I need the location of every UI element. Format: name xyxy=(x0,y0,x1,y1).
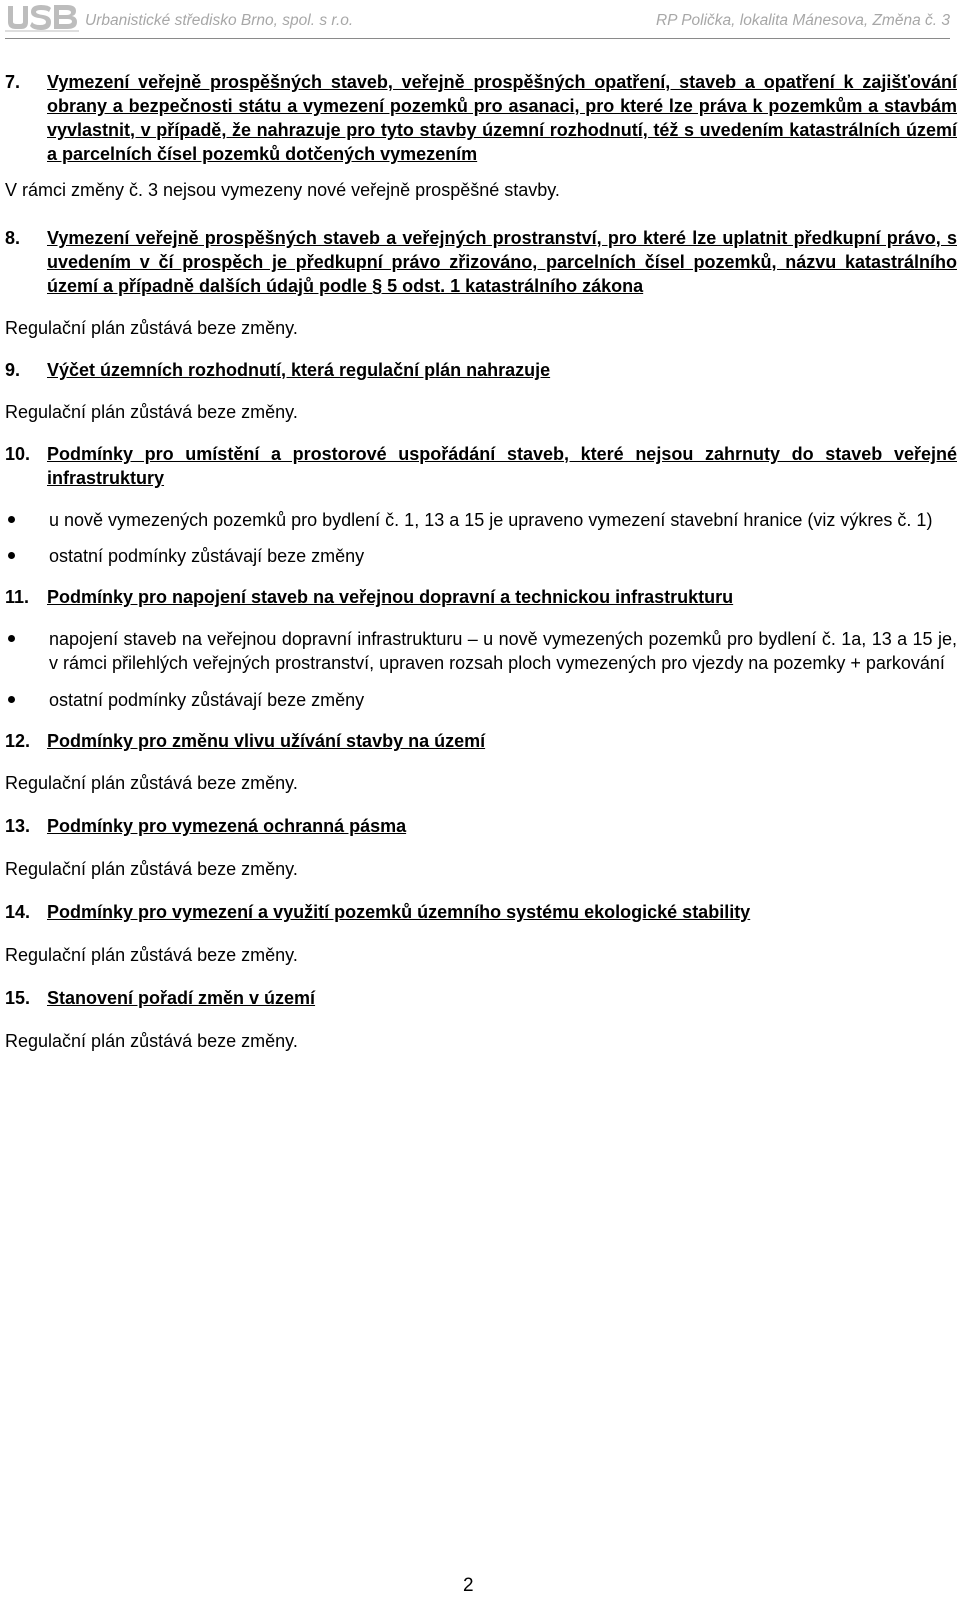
section-title-part-2: 5 odst. 1 katastrálního zákona xyxy=(382,276,644,296)
section-number: 15. xyxy=(5,988,31,1008)
page-header xyxy=(5,0,950,35)
section-9-heading xyxy=(5,358,957,382)
section-number: 14. xyxy=(5,902,31,922)
list-item: u nově vymezených pozemků pro bydlení č. 1, 13 a 15 je upraveno vymezení stavební hranice (viz výkres č. 1) xyxy=(5,508,957,532)
list-item: napojení staveb na veřejnou dopravní infrastrukturu – u nově vymezených pozemků pro bydlení č. 1a, 13 a 15 je, v rámci přilehlých veřejných prostranství, upraven rozsah ploch vymezených pro vjezdy na pozemky + parkování xyxy=(5,627,957,675)
section-14-heading xyxy=(5,900,957,924)
section-number: 7. xyxy=(5,72,21,92)
page-number: 2 xyxy=(463,1575,474,1596)
section-12-heading xyxy=(5,729,957,753)
section-13-heading xyxy=(5,814,957,838)
section-7-text: V rámci změny č. 3 nejsou vymezeny nové veřejně prospěšné stavby. xyxy=(5,180,560,200)
list-item: ostatní podmínky zůstávají beze změny xyxy=(5,544,957,568)
section-number: 9. xyxy=(5,360,21,380)
section-8-text: Regulační plán zůstává beze změny. xyxy=(5,318,298,338)
section-9-text: Regulační plán zůstává beze změny. xyxy=(5,402,298,422)
section-15-text: Regulační plán zůstává beze změny. xyxy=(5,1031,298,1051)
document-body xyxy=(5,70,957,1053)
header-divider xyxy=(5,38,950,39)
section-title: Podmínky pro umístění a prostorové uspořádání staveb, které nejsou zahrnuty do staveb veřejné infrastruktury xyxy=(47,444,957,488)
section-14-text: Regulační plán zůstává beze změny. xyxy=(5,945,298,965)
section-title: Podmínky pro napojení staveb na veřejnou dopravní a technickou infrastrukturu xyxy=(47,587,734,607)
section-title-part-1: Vymezení veřejně prospěšných staveb a veřejných prostranství, pro které lze uplatnit předkupní právo, s uvedením v čí prospěch je předkupní právo zřizováno, parcelních čísel pozemků, názvu katastrálního území a případně dalších údajů podle xyxy=(47,228,957,296)
section-12-text: Regulační plán zůstává beze změny. xyxy=(5,773,298,793)
section-number: 10. xyxy=(5,444,31,464)
usb-logo xyxy=(5,2,79,32)
section-number: 8. xyxy=(5,228,21,248)
header-document-title: RP Polička, lokalita Mánesova, Změna č. 3 xyxy=(655,12,950,29)
section-15-heading xyxy=(5,986,957,1010)
section-number: 13. xyxy=(5,816,31,836)
list-item: ostatní podmínky zůstávají beze změny xyxy=(5,688,957,712)
section-title: Vymezení veřejně prospěšných staveb, veřejně prospěšných opatření, staveb a opatření k zajišťování obrany a bezpečnosti státu a vymezení pozemků pro asanaci, pro které lze práva k pozemkům a stavbám vyvlastnit, v případě, že nahrazuje pro tyto stavby územní rozhodnutí, též s uvedením katastrálních území a parcelních čísel pozemků dotčených vymezením xyxy=(47,72,957,164)
section-sign: § xyxy=(372,276,383,296)
section-title: Podmínky pro změnu vlivu užívání stavby na území xyxy=(47,731,486,751)
section-title: Podmínky pro vymezená ochranná pásma xyxy=(47,816,407,836)
section-number: 11. xyxy=(5,587,30,607)
section-title: Podmínky pro vymezení a využití pozemků územního systému ekologické stability xyxy=(47,902,751,922)
section-11-list xyxy=(5,627,957,712)
section-number: 12. xyxy=(5,731,31,751)
header-company: Urbanistické středisko Brno, spol. s r.o. xyxy=(85,12,354,29)
section-8-heading xyxy=(5,226,957,298)
section-title: Výčet územních rozhodnutí, která regulační plán nahrazuje xyxy=(47,360,551,380)
section-title: Stanovení pořadí změn v území xyxy=(47,988,316,1008)
section-10-list xyxy=(5,508,957,568)
section-7-heading xyxy=(5,70,957,166)
section-11-heading xyxy=(5,585,957,609)
section-13-text: Regulační plán zůstává beze změny. xyxy=(5,859,298,879)
section-10-heading xyxy=(5,442,957,490)
